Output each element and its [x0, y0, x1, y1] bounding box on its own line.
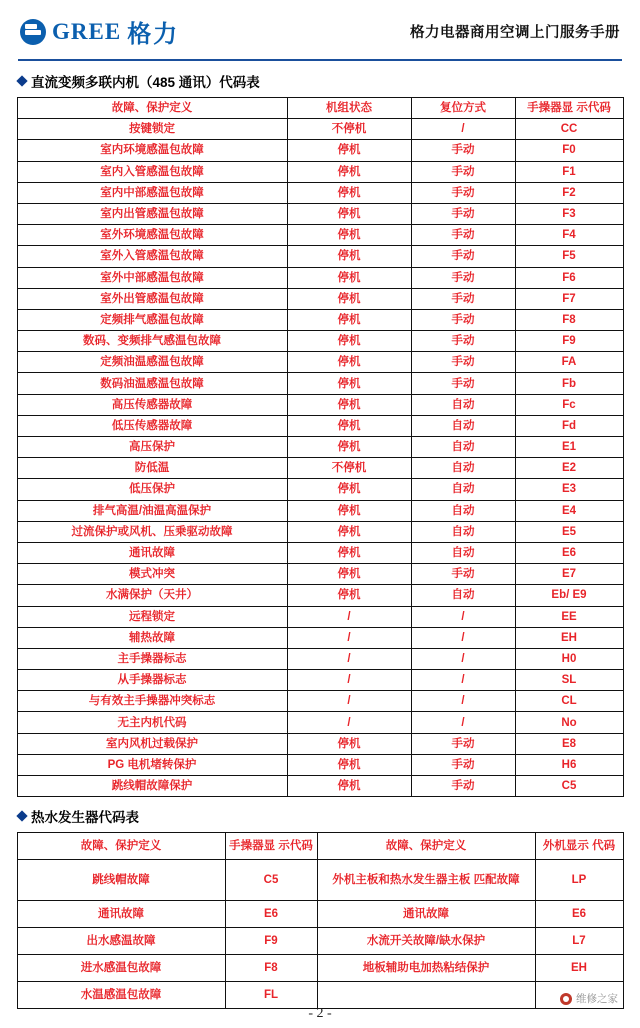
section1-cell: H6: [515, 754, 623, 775]
section1-cell: F6: [515, 267, 623, 288]
section1-cell: 手动: [411, 564, 515, 585]
table-row: [17, 246, 623, 267]
section2-cell: F9: [225, 928, 317, 955]
table-row: [17, 415, 623, 436]
table-row: [17, 225, 623, 246]
table-row: [17, 928, 623, 955]
diamond-bullet-icon: [16, 75, 27, 86]
section1-cell: 数码油温感温包故障: [17, 373, 287, 394]
table-row: [17, 648, 623, 669]
section2-heading-text: 热水发生器代码表: [31, 810, 139, 826]
section1-cell: PG 电机堵转保护: [17, 754, 287, 775]
table-row: [17, 670, 623, 691]
section1-cell: /: [411, 648, 515, 669]
table-row: [17, 860, 623, 901]
section1-cell: 手动: [411, 182, 515, 203]
section1-cell: 自动: [411, 500, 515, 521]
section1-cell: E3: [515, 479, 623, 500]
section1-cell: 手动: [411, 754, 515, 775]
section1-cell: 停机: [287, 394, 411, 415]
table-row: [17, 119, 623, 140]
brand-latin-text: GREE: [52, 18, 122, 44]
section1-cell: /: [287, 606, 411, 627]
section1-cell: 停机: [287, 182, 411, 203]
indoor-unit-code-table: [17, 97, 624, 797]
table-row: [17, 901, 623, 928]
section1-cell: 停机: [287, 542, 411, 563]
section2-cell: EH: [535, 955, 623, 982]
column-header-status: 机组状态: [287, 98, 411, 119]
table-row: [17, 955, 623, 982]
section1-cell: SL: [515, 670, 623, 691]
section2-cell: 水流开关故障/缺水保护: [317, 928, 535, 955]
section2-cell: 水温感温包故障: [17, 982, 225, 1009]
section1-cell: 自动: [411, 542, 515, 563]
section1-cell: /: [287, 627, 411, 648]
section1-cell: F4: [515, 225, 623, 246]
section1-cell: /: [287, 648, 411, 669]
section-heading-indoor-unit: [18, 71, 626, 91]
section1-cell: 模式冲突: [17, 564, 287, 585]
section1-cell: 定频排气感温包故障: [17, 309, 287, 330]
section1-cell: 手动: [411, 776, 515, 797]
section1-cell: E8: [515, 733, 623, 754]
gree-logo-icon: [20, 19, 46, 45]
section1-cell: 手动: [411, 288, 515, 309]
section1-cell: 手动: [411, 331, 515, 352]
table-row: [17, 203, 623, 224]
table-row: [17, 140, 623, 161]
section2-cell: E6: [535, 901, 623, 928]
table-row: [17, 982, 623, 1009]
table-header-row: [17, 98, 623, 119]
table-row: [17, 161, 623, 182]
section1-cell: E6: [515, 542, 623, 563]
section1-cell: 手动: [411, 246, 515, 267]
section2-cell: 出水感温故障: [17, 928, 225, 955]
section1-cell: 主手操器标志: [17, 648, 287, 669]
watermark-icon: [560, 993, 572, 1005]
table-row: [17, 733, 623, 754]
section1-cell: 手动: [411, 203, 515, 224]
section1-cell: Eb/ E9: [515, 585, 623, 606]
section1-cell: 停机: [287, 161, 411, 182]
section1-cell: E5: [515, 521, 623, 542]
table-row: [17, 500, 623, 521]
diamond-bullet-icon: [16, 811, 27, 822]
section1-cell: FA: [515, 352, 623, 373]
section1-cell: F5: [515, 246, 623, 267]
section1-cell: 跳线帽故障保护: [17, 776, 287, 797]
section1-cell: /: [411, 606, 515, 627]
section1-cell: 通讯故障: [17, 542, 287, 563]
section1-cell: 停机: [287, 309, 411, 330]
section1-cell: 与有效主手操器冲突标志: [17, 691, 287, 712]
section1-cell: F3: [515, 203, 623, 224]
section1-cell: Fc: [515, 394, 623, 415]
section1-cell: E7: [515, 564, 623, 585]
section1-cell: 防低温: [17, 458, 287, 479]
section1-cell: 远程锁定: [17, 606, 287, 627]
table-row: [17, 479, 623, 500]
section1-cell: 高压保护: [17, 437, 287, 458]
section1-cell: 手动: [411, 225, 515, 246]
section1-cell: /: [287, 712, 411, 733]
section1-cell: E2: [515, 458, 623, 479]
section1-cell: 停机: [287, 500, 411, 521]
table-row: [17, 182, 623, 203]
section1-cell: 室内中部感温包故障: [17, 182, 287, 203]
table-header-row: [17, 833, 623, 860]
section1-cell: Fb: [515, 373, 623, 394]
page-header: [14, 0, 626, 55]
table-row: [17, 585, 623, 606]
section1-cell: 停机: [287, 521, 411, 542]
section1-cell: 数码、变频排气感温包故障: [17, 331, 287, 352]
section1-cell: 停机: [287, 140, 411, 161]
section1-cell: 手动: [411, 140, 515, 161]
section1-cell: 停机: [287, 246, 411, 267]
section1-cell: 停机: [287, 776, 411, 797]
section1-cell: 低压保护: [17, 479, 287, 500]
section1-cell: 停机: [287, 754, 411, 775]
table-row: [17, 691, 623, 712]
section1-cell: No: [515, 712, 623, 733]
section2-cell: 外机主板和热水发生器主板 匹配故障: [317, 860, 535, 901]
section1-cell: 停机: [287, 373, 411, 394]
section1-cell: 自动: [411, 479, 515, 500]
section1-cell: 排气高温/油温高温保护: [17, 500, 287, 521]
section1-cell: 按键锁定: [17, 119, 287, 140]
section2-cell: L7: [535, 928, 623, 955]
section1-cell: /: [411, 670, 515, 691]
section1-cell: 室外环境感温包故障: [17, 225, 287, 246]
section1-cell: 手动: [411, 373, 515, 394]
section1-cell: 自动: [411, 415, 515, 436]
section1-cell: 停机: [287, 331, 411, 352]
table-row: [17, 521, 623, 542]
section1-cell: 室内风机过载保护: [17, 733, 287, 754]
section1-cell: 室外入管感温包故障: [17, 246, 287, 267]
section1-cell: EH: [515, 627, 623, 648]
section1-cell: 不停机: [287, 119, 411, 140]
section1-cell: E4: [515, 500, 623, 521]
section1-cell: 室内入管感温包故障: [17, 161, 287, 182]
section2-cell: C5: [225, 860, 317, 901]
section1-cell: C5: [515, 776, 623, 797]
section1-cell: E1: [515, 437, 623, 458]
section1-cell: CC: [515, 119, 623, 140]
section1-cell: 辅热故障: [17, 627, 287, 648]
water-heater-code-table: [17, 832, 624, 1009]
section1-cell: 停机: [287, 585, 411, 606]
section1-cell: 手动: [411, 161, 515, 182]
section1-cell: CL: [515, 691, 623, 712]
header-divider: [18, 59, 622, 61]
section1-cell: F2: [515, 182, 623, 203]
column-header-fault-left: 故障、保护定义: [17, 833, 225, 860]
section1-cell: 停机: [287, 564, 411, 585]
table-row: [17, 267, 623, 288]
section2-cell: 通讯故障: [317, 901, 535, 928]
section1-cell: 室内出管感温包故障: [17, 203, 287, 224]
section1-cell: 手动: [411, 733, 515, 754]
section2-cell: F8: [225, 955, 317, 982]
section1-cell: 停机: [287, 479, 411, 500]
table-row: [17, 373, 623, 394]
section2-cell-empty: [317, 982, 535, 1009]
section1-cell: H0: [515, 648, 623, 669]
page-number: - 2 -: [308, 1006, 332, 1021]
section1-cell: 停机: [287, 733, 411, 754]
section1-cell: 水满保护（天井）: [17, 585, 287, 606]
table-row: [17, 309, 623, 330]
section1-cell: 室外中部感温包故障: [17, 267, 287, 288]
section1-cell: /: [411, 712, 515, 733]
section1-cell: F7: [515, 288, 623, 309]
section2-cell: 地板辅助电加热粘结保护: [317, 955, 535, 982]
section1-cell: /: [287, 691, 411, 712]
section1-cell: 自动: [411, 585, 515, 606]
section1-cell: 手动: [411, 267, 515, 288]
section1-cell: F8: [515, 309, 623, 330]
section1-cell: 自动: [411, 394, 515, 415]
column-header-handset-code: 手操器显 示代码: [225, 833, 317, 860]
section1-cell: 室外出管感温包故障: [17, 288, 287, 309]
section1-cell: /: [287, 670, 411, 691]
brand-chinese-text: 格力: [127, 21, 180, 48]
section1-cell: 停机: [287, 203, 411, 224]
section1-cell: 定频油温感温包故障: [17, 352, 287, 373]
table-row: [17, 627, 623, 648]
section1-cell: 自动: [411, 458, 515, 479]
table-row: [17, 542, 623, 563]
manual-title: 格力电器商用空调上门服务手册: [410, 25, 620, 41]
column-header-outdoor-code: 外机显示 代码: [535, 833, 623, 860]
section1-cell: 停机: [287, 225, 411, 246]
section1-cell: 室内环境感温包故障: [17, 140, 287, 161]
section1-cell: /: [411, 691, 515, 712]
section1-cell: 低压传感器故障: [17, 415, 287, 436]
section1-cell: F9: [515, 331, 623, 352]
section1-cell: 停机: [287, 352, 411, 373]
column-header-fault: 故障、保护定义: [17, 98, 287, 119]
table-row: [17, 331, 623, 352]
section1-cell: 停机: [287, 437, 411, 458]
column-header-code: 手操器显 示代码: [515, 98, 623, 119]
section1-cell: 停机: [287, 288, 411, 309]
section1-cell: 从手操器标志: [17, 670, 287, 691]
section1-heading-text: 直流变频多联内机（485 通讯）代码表: [31, 75, 260, 90]
column-header-reset: 复位方式: [411, 98, 515, 119]
section2-cell: 跳线帽故障: [17, 860, 225, 901]
section1-cell: F0: [515, 140, 623, 161]
section1-cell: 停机: [287, 267, 411, 288]
table-row: [17, 712, 623, 733]
table-row: [17, 564, 623, 585]
column-header-fault-right: 故障、保护定义: [317, 833, 535, 860]
section1-cell: 自动: [411, 437, 515, 458]
table-row: [17, 754, 623, 775]
section1-cell: 不停机: [287, 458, 411, 479]
section2-cell: FL: [225, 982, 317, 1009]
table-row: [17, 606, 623, 627]
table-row: [17, 394, 623, 415]
watermark: [560, 991, 618, 1006]
section1-cell: 停机: [287, 415, 411, 436]
watermark-text: 维修之家: [576, 993, 618, 1005]
section1-cell: F1: [515, 161, 623, 182]
section2-cell: 通讯故障: [17, 901, 225, 928]
table-row: [17, 288, 623, 309]
section2-cell: 进水感温包故障: [17, 955, 225, 982]
section1-cell: 过流保护或风机、压乗驱动故障: [17, 521, 287, 542]
table-row: [17, 437, 623, 458]
table-row: [17, 776, 623, 797]
gree-logo: [20, 14, 179, 49]
section1-cell: EE: [515, 606, 623, 627]
section1-cell: 无主内机代码: [17, 712, 287, 733]
section1-cell: /: [411, 627, 515, 648]
section2-cell: E6: [225, 901, 317, 928]
table-row: [17, 458, 623, 479]
section1-cell: 高压传感器故障: [17, 394, 287, 415]
section1-cell: Fd: [515, 415, 623, 436]
section1-cell: 自动: [411, 521, 515, 542]
section-heading-water-heater: [18, 806, 626, 826]
section2-cell: LP: [535, 860, 623, 901]
section1-cell: 手动: [411, 352, 515, 373]
section1-cell: 手动: [411, 309, 515, 330]
table-row: [17, 352, 623, 373]
section1-cell: /: [411, 119, 515, 140]
